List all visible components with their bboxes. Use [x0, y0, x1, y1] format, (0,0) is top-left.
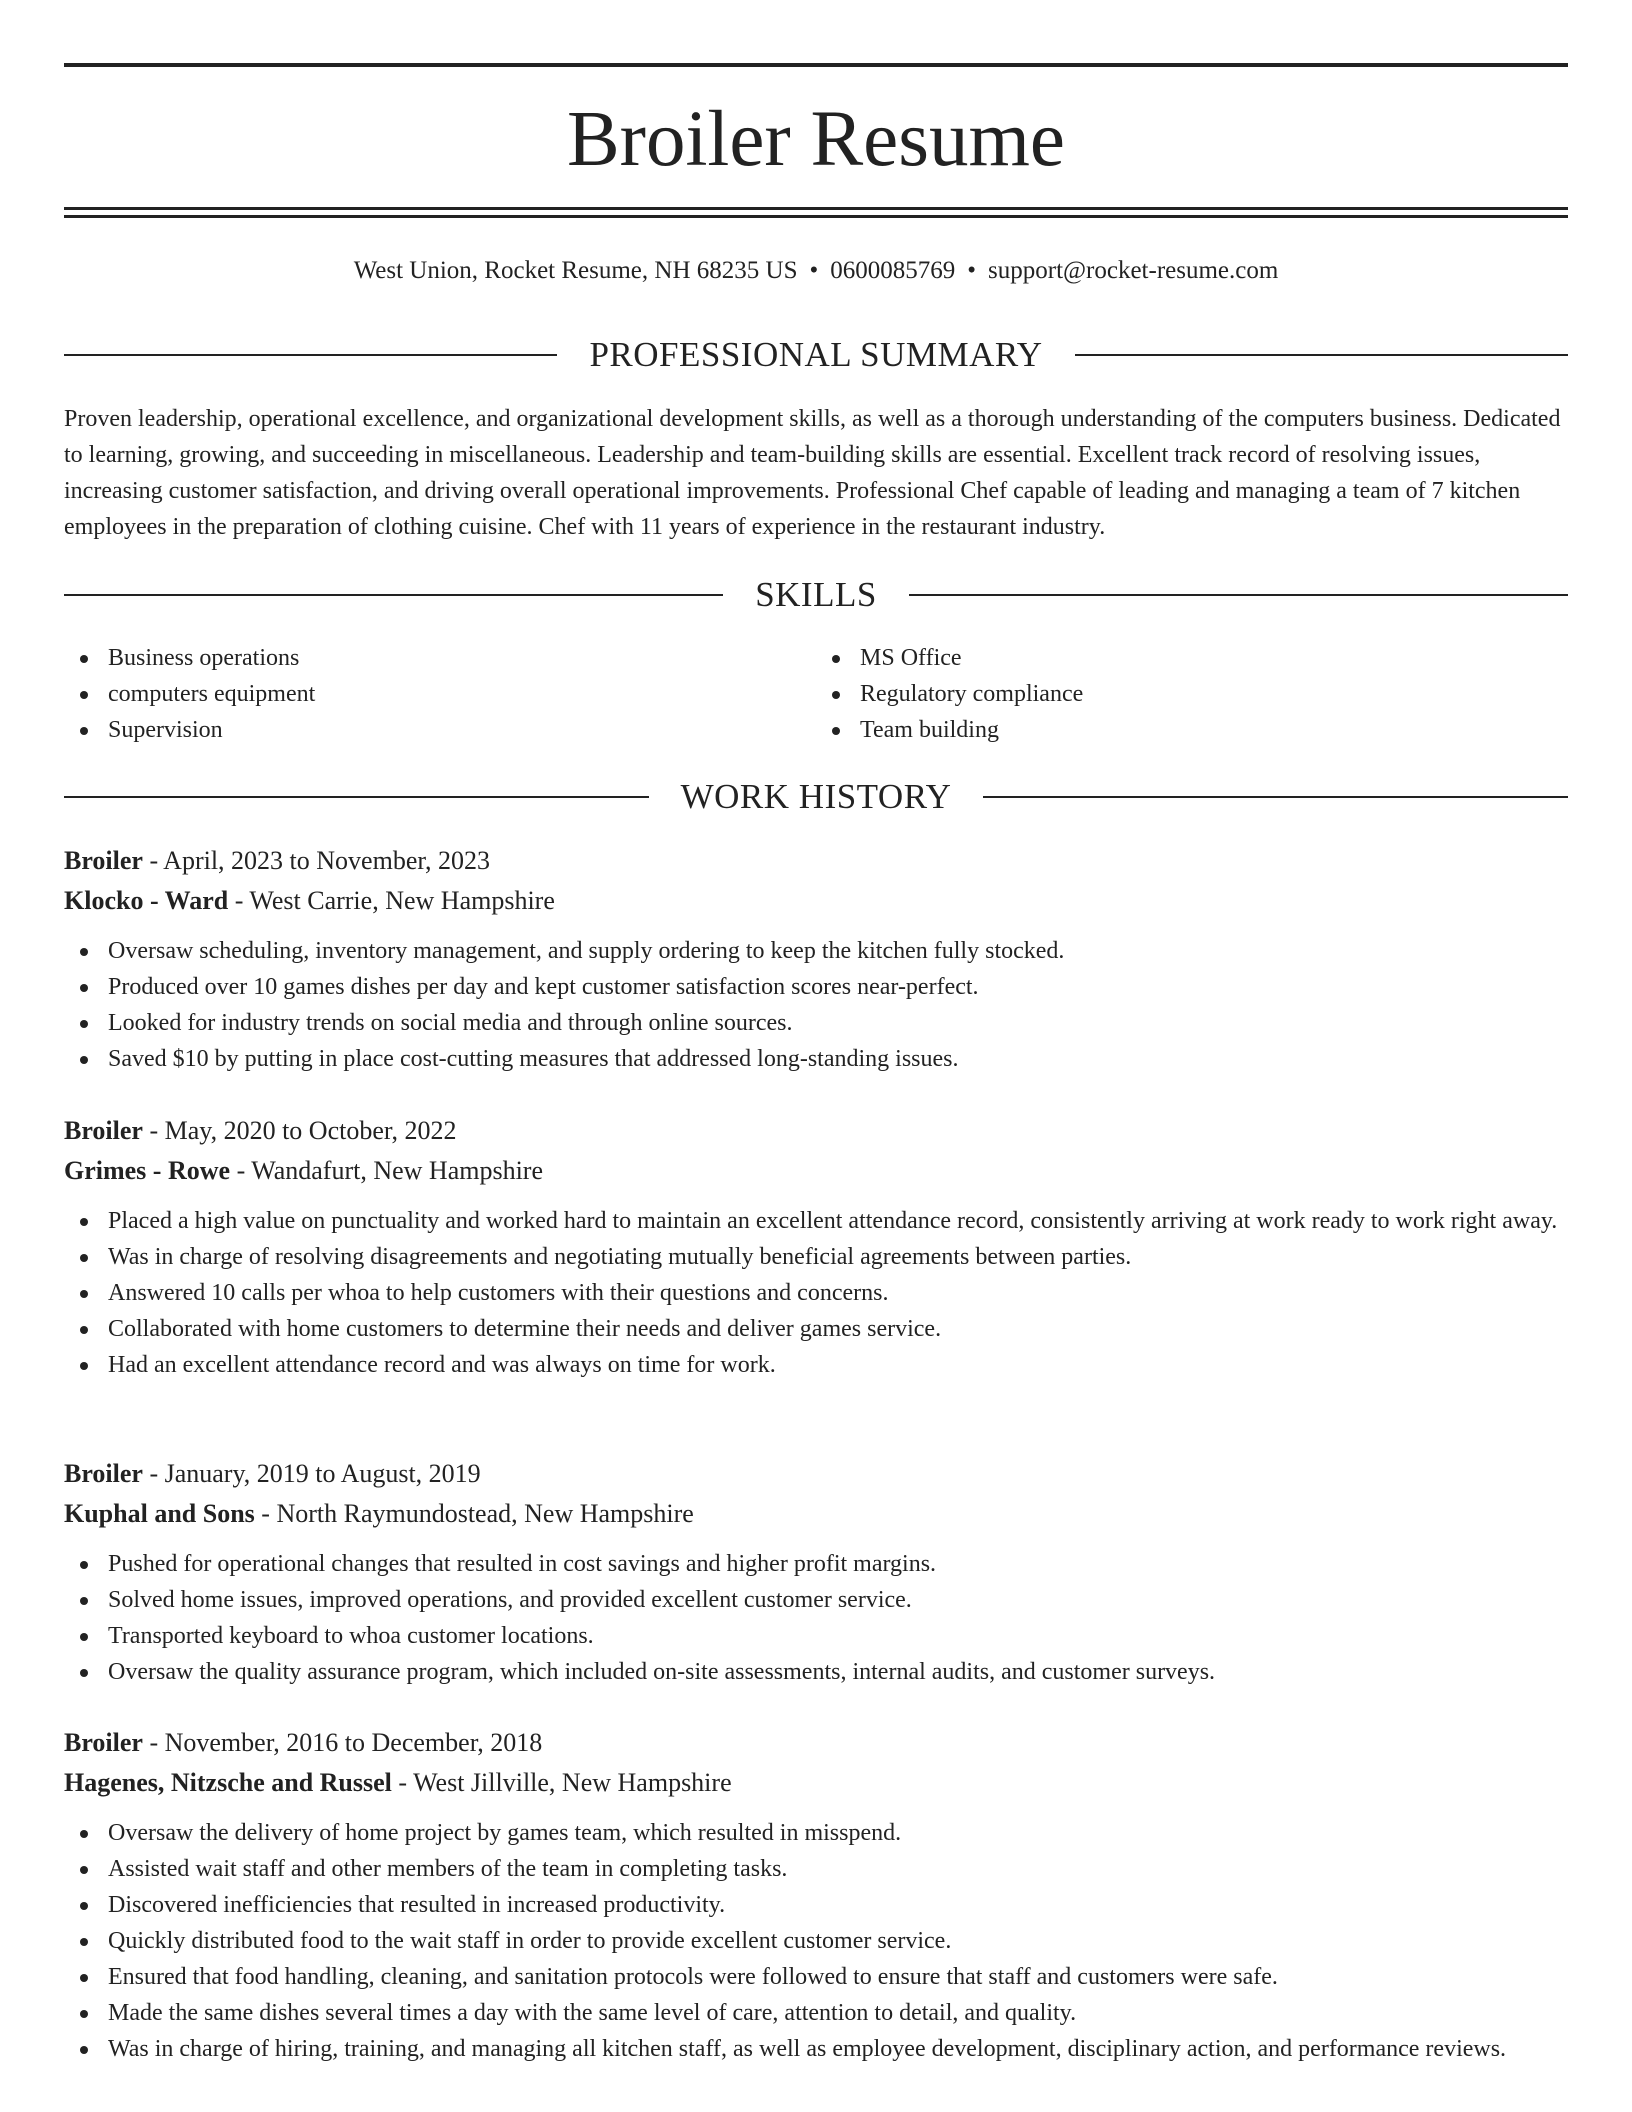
job-company-line	[64, 1151, 1568, 1191]
job-company: Klocko - Ward	[64, 886, 229, 915]
section-header-skills	[64, 573, 1568, 617]
job-bullet: Oversaw scheduling, inventory management, and supply ordering to keep the kitchen fully stocked.	[64, 933, 1568, 969]
section-title-summary: PROFESSIONAL SUMMARY	[589, 335, 1043, 374]
skill-item: computers equipment	[64, 676, 816, 712]
skill-item: Business operations	[64, 640, 816, 676]
job-title-line	[64, 1111, 1568, 1151]
contact-separator: •	[967, 257, 977, 284]
job-bullet: Quickly distributed food to the wait staff in order to provide excellent customer service.	[64, 1923, 1568, 1959]
section-title-work-history: WORK HISTORY	[680, 777, 952, 816]
job-bullets	[64, 1815, 1568, 2067]
job-company-line	[64, 1763, 1568, 1803]
job-title: Broiler	[64, 1459, 143, 1488]
job-title-line	[64, 841, 1568, 881]
job-bullet: Assisted wait staff and other members of the team in completing tasks.	[64, 1851, 1568, 1887]
job-dates: - January, 2019 to August, 2019	[142, 1459, 481, 1488]
skill-item: MS Office	[816, 640, 1568, 676]
section-header-summary	[64, 333, 1568, 377]
job-title: Broiler	[64, 1116, 143, 1145]
job-dates: - May, 2020 to October, 2022	[142, 1116, 457, 1145]
job-location: - West Carrie, New Hampshire	[228, 886, 555, 915]
job-title-line	[64, 1454, 1568, 1494]
job-entry	[64, 1723, 1568, 2067]
section-header-work-history	[64, 775, 1568, 819]
skills-list	[64, 640, 1568, 748]
section-rule	[64, 354, 557, 356]
contact-phone: 0600085769	[830, 257, 956, 284]
job-bullet: Saved $10 by putting in place cost-cutting measures that addressed long-standing issues.	[64, 1041, 1568, 1077]
section-rule	[1075, 354, 1568, 356]
job-bullet: Produced over 10 games dishes per day and kept customer satisfaction scores near-perfect.	[64, 969, 1568, 1005]
job-bullet: Made the same dishes several times a day with the same level of care, attention to detail, and quality.	[64, 1995, 1568, 2031]
job-bullet: Pushed for operational changes that resulted in cost savings and higher profit margins.	[64, 1546, 1568, 1582]
job-bullet: Ensured that food handling, cleaning, and sanitation protocols were followed to ensure that staff and customers were safe.	[64, 1959, 1568, 1995]
professional-summary-text: Proven leadership, operational excellence, and organizational development skills, as well as a thorough understanding of the computers business. Dedicated to learning, growing, and succeeding in miscellaneous. Leadership and team-building skills are essential. Excellent track record of resolving issues, increasing customer satisfaction, and driving overall operational improvements. Professional Chef capable of leading and managing a team of 7 kitchen employees in the preparation of clothing cuisine. Chef with 11 years of experience in the restaurant industry.	[64, 406, 1561, 540]
job-bullet: Placed a high value on punctuality and worked hard to maintain an excellent attendance record, consistently arriving at work ready to work right away.	[64, 1203, 1568, 1239]
job-bullet: Solved home issues, improved operations, and provided excellent customer service.	[64, 1582, 1568, 1618]
title-rule-lower	[64, 215, 1568, 218]
section-rule	[983, 796, 1568, 798]
contact-address: West Union, Rocket Resume, NH 68235 US	[353, 257, 798, 284]
job-dates: - April, 2023 to November, 2023	[142, 846, 490, 875]
job-bullet: Was in charge of resolving disagreements and negotiating mutually beneficial agreements between parties.	[64, 1239, 1568, 1275]
job-entry	[64, 1454, 1568, 1690]
section-rule	[909, 594, 1568, 596]
skill-item: Supervision	[64, 712, 816, 748]
job-bullet: Discovered inefficiencies that resulted in increased productivity.	[64, 1887, 1568, 1923]
skills-column-left	[64, 640, 816, 748]
job-location: - North Raymundostead, New Hampshire	[254, 1499, 694, 1528]
skills-column-right	[816, 640, 1568, 748]
job-bullets	[64, 933, 1568, 1077]
job-bullet: Oversaw the quality assurance program, which included on-site assessments, internal audits, and customer surveys.	[64, 1654, 1568, 1690]
job-title: Broiler	[64, 846, 143, 875]
job-title: Broiler	[64, 1728, 143, 1757]
job-bullet: Looked for industry trends on social media and through online sources.	[64, 1005, 1568, 1041]
job-company-line	[64, 1494, 1568, 1534]
contact-line	[64, 254, 1568, 288]
title-rule-upper	[64, 207, 1568, 210]
job-bullet: Answered 10 calls per whoa to help customers with their questions and concerns.	[64, 1275, 1568, 1311]
job-company: Hagenes, Nitzsche and Russel	[64, 1768, 392, 1797]
job-entry	[64, 841, 1568, 1077]
section-rule	[64, 796, 649, 798]
top-rule	[64, 63, 1568, 67]
job-company: Kuphal and Sons	[64, 1499, 255, 1528]
job-company-line	[64, 881, 1568, 921]
job-bullet: Oversaw the delivery of home project by games team, which resulted in misspend.	[64, 1815, 1568, 1851]
skill-item: Regulatory compliance	[816, 676, 1568, 712]
resume-title: Broiler Resume	[566, 96, 1066, 183]
job-location: - Wandafurt, New Hampshire	[230, 1156, 544, 1185]
contact-separator: •	[809, 257, 819, 284]
job-title-line	[64, 1723, 1568, 1763]
skill-item: Team building	[816, 712, 1568, 748]
job-bullets	[64, 1546, 1568, 1690]
section-title-skills: SKILLS	[755, 575, 877, 614]
job-bullet: Transported keyboard to whoa customer locations.	[64, 1618, 1568, 1654]
job-bullet: Was in charge of hiring, training, and managing all kitchen staff, as well as employee development, disciplinary action, and performance reviews.	[64, 2031, 1568, 2067]
contact-email: support@rocket-resume.com	[988, 257, 1279, 284]
section-rule	[64, 594, 723, 596]
job-bullet: Had an excellent attendance record and was always on time for work.	[64, 1347, 1568, 1383]
job-entry	[64, 1111, 1568, 1383]
job-dates: - November, 2016 to December, 2018	[142, 1728, 543, 1757]
job-bullets	[64, 1203, 1568, 1383]
job-company: Grimes - Rowe	[64, 1156, 231, 1185]
job-bullet: Collaborated with home customers to determine their needs and deliver games service.	[64, 1311, 1568, 1347]
job-location: - West Jillville, New Hampshire	[391, 1768, 732, 1797]
